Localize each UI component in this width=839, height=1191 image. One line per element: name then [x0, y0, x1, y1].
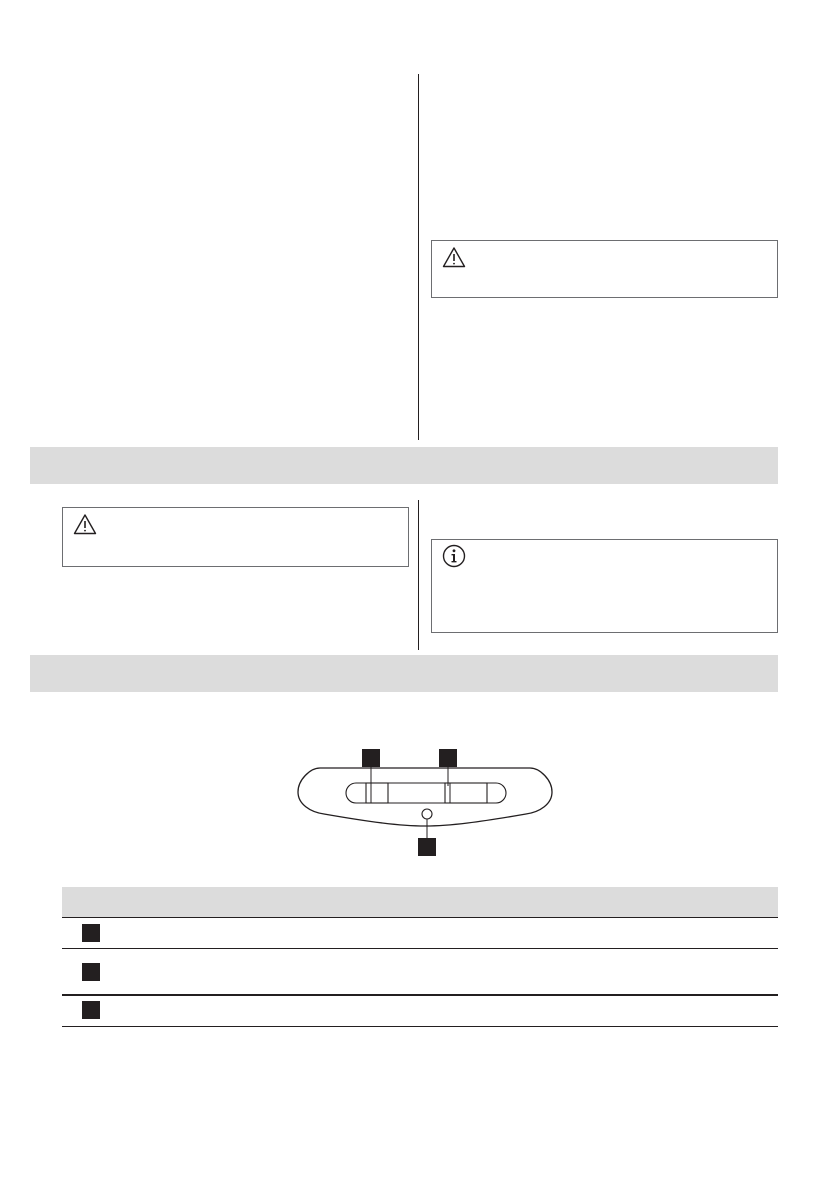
callout-marker	[362, 749, 380, 767]
callout-marker	[439, 749, 457, 767]
left-button	[366, 783, 388, 803]
row-marker	[82, 924, 100, 942]
column-divider	[418, 74, 419, 440]
warning-box	[62, 507, 409, 567]
table-header	[62, 887, 778, 918]
warning-triangle-icon	[73, 513, 97, 535]
indicator-light	[422, 809, 432, 819]
section-header	[30, 655, 778, 692]
table-row	[62, 949, 778, 996]
warning-box	[431, 240, 778, 298]
info-box	[431, 539, 778, 633]
column-divider	[418, 500, 419, 650]
row-marker	[82, 1001, 100, 1019]
right-button	[445, 783, 487, 803]
row-marker	[82, 963, 100, 981]
controls-table	[62, 887, 778, 1027]
callout-marker	[418, 838, 436, 856]
display-window	[346, 783, 506, 803]
table-row	[62, 918, 778, 949]
warning-triangle-icon	[442, 246, 466, 268]
info-icon	[442, 544, 466, 568]
section-header	[30, 447, 778, 484]
table-row	[62, 996, 778, 1027]
